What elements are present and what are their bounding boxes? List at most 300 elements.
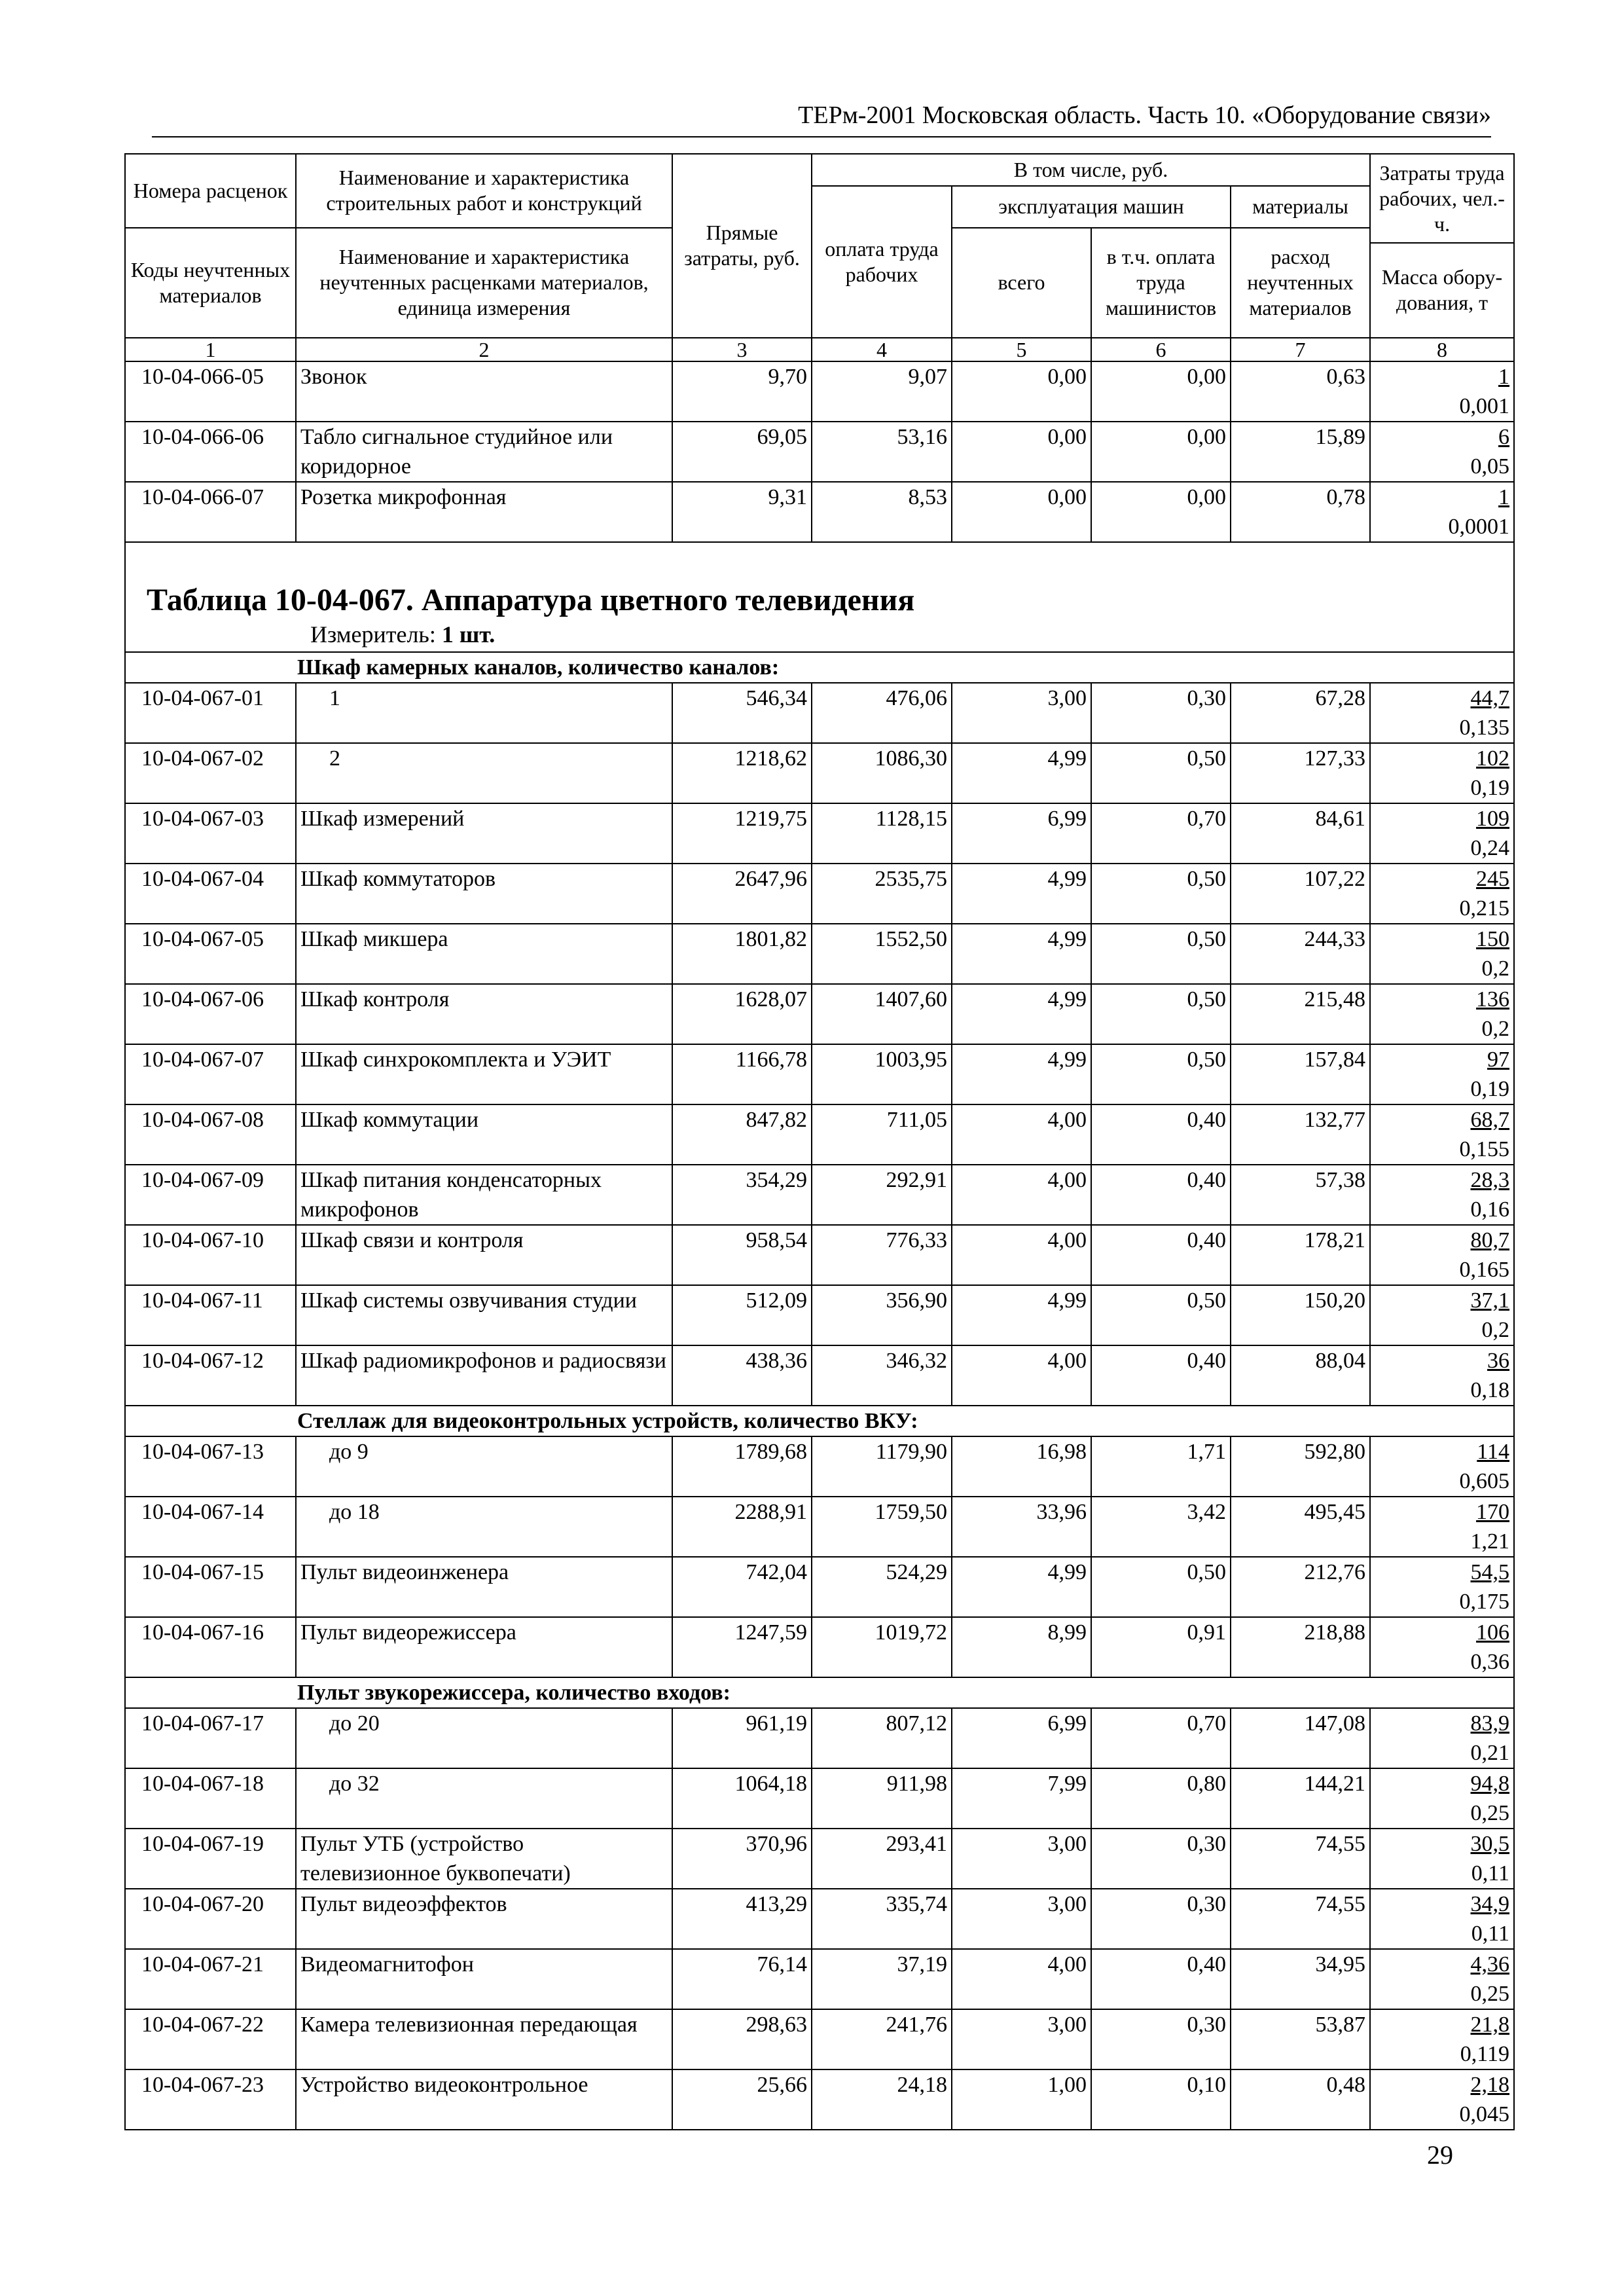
rate-code: 10-04-066-07 — [125, 482, 296, 542]
column-number: 7 — [1231, 338, 1370, 361]
table-row — [125, 864, 1514, 924]
rate-name: Пульт видеоэффектов — [296, 1889, 672, 1949]
labor-and-mass — [1370, 1829, 1514, 1889]
rate-code: 10-04-067-10 — [125, 1225, 296, 1285]
worker-pay: 1128,15 — [812, 803, 952, 864]
table-row — [125, 1949, 1514, 2009]
table-row — [125, 1225, 1514, 1285]
table-row — [125, 422, 1514, 482]
machines-total: 3,00 — [952, 1889, 1091, 1949]
equipment-mass: 0,175 — [1459, 1589, 1510, 1614]
worker-pay: 1179,90 — [812, 1436, 952, 1497]
rate-name: Табло сигнальное студийное или коридорное — [296, 422, 672, 482]
machines-total: 4,00 — [952, 1949, 1091, 2009]
column-number: 4 — [812, 338, 952, 361]
machines-total: 8,99 — [952, 1617, 1091, 1677]
machines-total: 0,00 — [952, 422, 1091, 482]
direct-costs: 354,29 — [672, 1165, 812, 1225]
table-row — [125, 2009, 1514, 2069]
operator-pay: 3,42 — [1091, 1497, 1231, 1557]
operator-pay: 0,10 — [1091, 2069, 1231, 2130]
table-row — [125, 1708, 1514, 1768]
worker-pay: 1552,50 — [812, 924, 952, 984]
rate-name: Шкаф связи и контроля — [296, 1225, 672, 1285]
table-row — [125, 1768, 1514, 1829]
column-number: 6 — [1091, 338, 1231, 361]
rate-code: 10-04-067-04 — [125, 864, 296, 924]
header-materials: материалы — [1231, 186, 1370, 228]
labor-costs: 44,7 — [1470, 685, 1510, 710]
labor-costs: 1 — [1498, 484, 1510, 509]
equipment-mass: 0,155 — [1459, 1137, 1510, 1161]
materials: 147,08 — [1231, 1708, 1370, 1768]
machines-total: 3,00 — [952, 2009, 1091, 2069]
column-number: 5 — [952, 338, 1091, 361]
machines-total: 4,99 — [952, 1044, 1091, 1104]
labor-and-mass — [1370, 1949, 1514, 2009]
table-row — [125, 1165, 1514, 1225]
materials: 67,28 — [1231, 683, 1370, 743]
header-unaccounted-materials: расход неучтенных материалов — [1231, 228, 1370, 338]
header-worker-pay: оплата труда рабочих — [812, 186, 952, 338]
table-row — [125, 1345, 1514, 1406]
labor-and-mass — [1370, 1345, 1514, 1406]
rate-code: 10-04-067-06 — [125, 984, 296, 1044]
machines-total: 4,00 — [952, 1104, 1091, 1165]
operator-pay: 0,50 — [1091, 1044, 1231, 1104]
materials: 495,45 — [1231, 1497, 1370, 1557]
table-row — [125, 803, 1514, 864]
worker-pay: 911,98 — [812, 1768, 952, 1829]
section-heading-row — [125, 652, 1514, 683]
rate-name: Шкаф системы озвучивания студии — [296, 1285, 672, 1345]
rate-code: 10-04-067-19 — [125, 1829, 296, 1889]
equipment-mass: 0,19 — [1470, 775, 1510, 800]
table-row — [125, 1104, 1514, 1165]
direct-costs: 76,14 — [672, 1949, 812, 2009]
machines-total: 4,99 — [952, 1557, 1091, 1617]
equipment-mass: 0,0001 — [1448, 514, 1510, 539]
labor-costs: 30,5 — [1470, 1831, 1510, 1856]
operator-pay: 0,50 — [1091, 984, 1231, 1044]
worker-pay: 1019,72 — [812, 1617, 952, 1677]
materials: 15,89 — [1231, 422, 1370, 482]
operator-pay: 0,80 — [1091, 1768, 1231, 1829]
table-row — [125, 1617, 1514, 1677]
materials: 0,48 — [1231, 2069, 1370, 2130]
rate-name: Шкаф питания конденсаторных микрофонов — [296, 1165, 672, 1225]
operator-pay: 0,40 — [1091, 1104, 1231, 1165]
direct-costs: 2288,91 — [672, 1497, 812, 1557]
rate-code: 10-04-067-09 — [125, 1165, 296, 1225]
labor-costs: 36 — [1487, 1348, 1510, 1373]
header-rate-numbers: Номера расценок — [125, 154, 296, 228]
rate-code: 10-04-067-21 — [125, 1949, 296, 2009]
machines-total: 4,99 — [952, 984, 1091, 1044]
rate-name: до 20 — [296, 1708, 672, 1768]
worker-pay: 1759,50 — [812, 1497, 952, 1557]
machines-total: 33,96 — [952, 1497, 1091, 1557]
table-row — [125, 924, 1514, 984]
section-heading: Шкаф камерных каналов, количество каналов: — [297, 655, 780, 680]
machines-total: 16,98 — [952, 1436, 1091, 1497]
labor-and-mass — [1370, 1889, 1514, 1949]
machines-total: 4,99 — [952, 1285, 1091, 1345]
equipment-mass: 0,2 — [1481, 1016, 1510, 1041]
equipment-mass: 0,11 — [1471, 1861, 1510, 1886]
labor-and-mass — [1370, 984, 1514, 1044]
rate-name: Шкаф коммутации — [296, 1104, 672, 1165]
rate-name: до 9 — [296, 1436, 672, 1497]
labor-and-mass — [1370, 803, 1514, 864]
rate-name: Видеомагнитофон — [296, 1949, 672, 2009]
labor-costs: 34,9 — [1470, 1891, 1510, 1916]
labor-costs: 37,1 — [1470, 1288, 1510, 1313]
direct-costs: 847,82 — [672, 1104, 812, 1165]
labor-costs: 6 — [1498, 424, 1510, 449]
rate-code: 10-04-067-01 — [125, 683, 296, 743]
labor-and-mass — [1370, 743, 1514, 803]
table-row — [125, 2069, 1514, 2130]
worker-pay: 37,19 — [812, 1949, 952, 2009]
equipment-mass: 0,2 — [1481, 1317, 1510, 1342]
labor-and-mass — [1370, 361, 1514, 422]
machines-total: 6,99 — [952, 803, 1091, 864]
rate-code: 10-04-067-17 — [125, 1708, 296, 1768]
labor-costs: 97 — [1487, 1047, 1510, 1072]
worker-pay: 807,12 — [812, 1708, 952, 1768]
table-header — [125, 154, 1514, 361]
operator-pay: 0,50 — [1091, 743, 1231, 803]
rate-code: 10-04-067-22 — [125, 2009, 296, 2069]
direct-costs: 512,09 — [672, 1285, 812, 1345]
rate-code: 10-04-067-08 — [125, 1104, 296, 1165]
labor-costs: 2,18 — [1470, 2072, 1510, 2097]
labor-and-mass — [1370, 1617, 1514, 1677]
rate-code: 10-04-067-16 — [125, 1617, 296, 1677]
operator-pay: 0,30 — [1091, 683, 1231, 743]
rate-code: 10-04-066-05 — [125, 361, 296, 422]
materials: 74,55 — [1231, 1889, 1370, 1949]
rate-name: Шкаф микшера — [296, 924, 672, 984]
worker-pay: 776,33 — [812, 1225, 952, 1285]
labor-and-mass — [1370, 1044, 1514, 1104]
equipment-mass: 0,25 — [1470, 1981, 1510, 2006]
labor-costs: 170 — [1476, 1499, 1510, 1524]
materials: 215,48 — [1231, 984, 1370, 1044]
section-heading-row — [125, 1406, 1514, 1436]
labor-and-mass — [1370, 1165, 1514, 1225]
equipment-mass: 0,045 — [1459, 2102, 1510, 2126]
labor-and-mass — [1370, 422, 1514, 482]
operator-pay: 0,00 — [1091, 361, 1231, 422]
table-row — [125, 1557, 1514, 1617]
machines-total: 4,99 — [952, 743, 1091, 803]
direct-costs: 9,70 — [672, 361, 812, 422]
header-total: всего — [952, 228, 1091, 338]
equipment-mass: 0,605 — [1459, 1468, 1510, 1493]
rate-name: Пульт видеоинженера — [296, 1557, 672, 1617]
direct-costs: 69,05 — [672, 422, 812, 482]
machines-total: 3,00 — [952, 683, 1091, 743]
rate-name: Шкаф контроля — [296, 984, 672, 1044]
table-row — [125, 743, 1514, 803]
rate-name: Шкаф измерений — [296, 803, 672, 864]
equipment-mass: 0,24 — [1470, 835, 1510, 860]
rate-name: Пульт УТБ (устройство телевизионное буквопечати) — [296, 1829, 672, 1889]
materials: 57,38 — [1231, 1165, 1370, 1225]
operator-pay: 0,50 — [1091, 1557, 1231, 1617]
materials: 244,33 — [1231, 924, 1370, 984]
worker-pay: 24,18 — [812, 2069, 952, 2130]
machines-total: 1,00 — [952, 2069, 1091, 2130]
direct-costs: 298,63 — [672, 2009, 812, 2069]
labor-and-mass — [1370, 924, 1514, 984]
rate-name: Шкаф радиомикрофонов и радиосвязи — [296, 1345, 672, 1406]
operator-pay: 0,40 — [1091, 1949, 1231, 2009]
table-row — [125, 361, 1514, 422]
labor-costs: 28,3 — [1470, 1167, 1510, 1192]
equipment-mass: 1,21 — [1470, 1529, 1510, 1554]
operator-pay: 0,30 — [1091, 2009, 1231, 2069]
page-number: 29 — [1427, 2140, 1453, 2170]
labor-and-mass — [1370, 1768, 1514, 1829]
worker-pay: 53,16 — [812, 422, 952, 482]
equipment-mass: 0,135 — [1459, 715, 1510, 740]
equipment-mass: 0,215 — [1459, 896, 1510, 920]
equipment-mass: 0,165 — [1459, 1257, 1510, 1282]
rate-code: 10-04-066-06 — [125, 422, 296, 482]
operator-pay: 0,70 — [1091, 1708, 1231, 1768]
rate-code: 10-04-067-23 — [125, 2069, 296, 2130]
meter-label: Измеритель: — [310, 621, 436, 647]
direct-costs: 1064,18 — [672, 1768, 812, 1829]
materials: 107,22 — [1231, 864, 1370, 924]
operator-pay: 0,50 — [1091, 864, 1231, 924]
column-number: 1 — [125, 338, 296, 361]
direct-costs: 961,19 — [672, 1708, 812, 1768]
worker-pay: 524,29 — [812, 1557, 952, 1617]
labor-and-mass — [1370, 1104, 1514, 1165]
rate-name: Пульт видеорежиссера — [296, 1617, 672, 1677]
operator-pay: 0,00 — [1091, 422, 1231, 482]
direct-costs: 2647,96 — [672, 864, 812, 924]
worker-pay: 2535,75 — [812, 864, 952, 924]
labor-and-mass — [1370, 1708, 1514, 1768]
direct-costs: 1801,82 — [672, 924, 812, 984]
operator-pay: 0,30 — [1091, 1829, 1231, 1889]
operator-pay: 0,50 — [1091, 1285, 1231, 1345]
worker-pay: 1003,95 — [812, 1044, 952, 1104]
labor-costs: 136 — [1476, 987, 1510, 1011]
materials: 0,78 — [1231, 482, 1370, 542]
machines-total: 0,00 — [952, 482, 1091, 542]
direct-costs: 1789,68 — [672, 1436, 812, 1497]
labor-and-mass — [1370, 864, 1514, 924]
table-meter — [130, 620, 1509, 651]
table-row — [125, 482, 1514, 542]
table-row — [125, 1829, 1514, 1889]
machines-total: 4,99 — [952, 924, 1091, 984]
section-heading-row — [125, 1677, 1514, 1708]
labor-costs: 150 — [1476, 926, 1510, 951]
worker-pay: 9,07 — [812, 361, 952, 422]
header-name-unaccounted: Наименование и характеристика неучтенных расценками материалов, единица измерения — [296, 228, 672, 338]
rate-code: 10-04-067-03 — [125, 803, 296, 864]
worker-pay: 346,32 — [812, 1345, 952, 1406]
materials: 132,77 — [1231, 1104, 1370, 1165]
materials: 88,04 — [1231, 1345, 1370, 1406]
rate-code: 10-04-067-18 — [125, 1768, 296, 1829]
operator-pay: 0,40 — [1091, 1225, 1231, 1285]
labor-costs: 109 — [1476, 806, 1510, 831]
running-header: ТЕРм-2001 Московская область. Часть 10. «Оборудование связи» — [152, 97, 1491, 137]
direct-costs: 1218,62 — [672, 743, 812, 803]
direct-costs: 1628,07 — [672, 984, 812, 1044]
rate-name: до 32 — [296, 1768, 672, 1829]
table-row — [125, 1889, 1514, 1949]
table-caption: Таблица 10-04-067. Аппаратура цветного телевидения — [147, 582, 915, 617]
direct-costs: 742,04 — [672, 1557, 812, 1617]
table-row — [125, 683, 1514, 743]
materials: 34,95 — [1231, 1949, 1370, 2009]
equipment-mass: 0,25 — [1470, 1800, 1510, 1825]
operator-pay: 0,70 — [1091, 803, 1231, 864]
rates-table — [124, 153, 1515, 2130]
equipment-mass: 0,19 — [1470, 1076, 1510, 1101]
direct-costs: 413,29 — [672, 1889, 812, 1949]
materials: 127,33 — [1231, 743, 1370, 803]
operator-pay: 0,30 — [1091, 1889, 1231, 1949]
worker-pay: 711,05 — [812, 1104, 952, 1165]
labor-and-mass — [1370, 683, 1514, 743]
rate-code: 10-04-067-20 — [125, 1889, 296, 1949]
rate-name: Звонок — [296, 361, 672, 422]
equipment-mass: 0,05 — [1470, 454, 1510, 479]
labor-costs: 102 — [1476, 746, 1510, 771]
header-unaccounted-codes: Коды неучтенных материалов — [125, 228, 296, 338]
materials: 218,88 — [1231, 1617, 1370, 1677]
direct-costs: 9,31 — [672, 482, 812, 542]
table-row — [125, 1436, 1514, 1497]
operator-pay: 0,40 — [1091, 1165, 1231, 1225]
column-number: 8 — [1370, 338, 1514, 361]
machines-total: 4,00 — [952, 1345, 1091, 1406]
labor-costs: 94,8 — [1470, 1771, 1510, 1796]
rate-code: 10-04-067-13 — [125, 1436, 296, 1497]
header-including: В том числе, руб. — [812, 154, 1370, 186]
operator-pay: 0,00 — [1091, 482, 1231, 542]
equipment-mass: 0,001 — [1459, 393, 1510, 418]
equipment-mass: 0,11 — [1471, 1921, 1510, 1946]
worker-pay: 1407,60 — [812, 984, 952, 1044]
header-operator-pay: в т.ч. оплата труда машинистов — [1091, 228, 1231, 338]
equipment-mass: 0,18 — [1470, 1377, 1510, 1402]
machines-total: 3,00 — [952, 1829, 1091, 1889]
column-number: 2 — [296, 338, 672, 361]
machines-total: 0,00 — [952, 361, 1091, 422]
column-number: 3 — [672, 338, 812, 361]
direct-costs: 1247,59 — [672, 1617, 812, 1677]
worker-pay: 292,91 — [812, 1165, 952, 1225]
operator-pay: 0,91 — [1091, 1617, 1231, 1677]
equipment-mass: 0,21 — [1470, 1740, 1510, 1765]
worker-pay: 241,76 — [812, 2009, 952, 2069]
table-caption-row — [125, 542, 1514, 652]
rate-name: Устройство видеоконтрольное — [296, 2069, 672, 2130]
materials: 178,21 — [1231, 1225, 1370, 1285]
direct-costs: 25,66 — [672, 2069, 812, 2130]
rate-name: 2 — [296, 743, 672, 803]
rate-name: Камера телевизионная передающая — [296, 2009, 672, 2069]
rate-code: 10-04-067-11 — [125, 1285, 296, 1345]
column-numbers-row — [125, 338, 1514, 361]
materials: 150,20 — [1231, 1285, 1370, 1345]
rate-name: Розетка микрофонная — [296, 482, 672, 542]
meter-value: 1 шт. — [441, 621, 496, 647]
labor-costs: 1 — [1498, 364, 1510, 389]
labor-costs: 106 — [1476, 1620, 1510, 1645]
materials: 84,61 — [1231, 803, 1370, 864]
direct-costs: 370,96 — [672, 1829, 812, 1889]
direct-costs: 1219,75 — [672, 803, 812, 864]
table-row — [125, 1285, 1514, 1345]
labor-costs: 68,7 — [1470, 1107, 1510, 1132]
materials: 53,87 — [1231, 2009, 1370, 2069]
labor-and-mass — [1370, 2009, 1514, 2069]
rate-name: до 18 — [296, 1497, 672, 1557]
rate-code: 10-04-067-05 — [125, 924, 296, 984]
worker-pay: 1086,30 — [812, 743, 952, 803]
rate-code: 10-04-067-02 — [125, 743, 296, 803]
equipment-mass: 0,16 — [1470, 1197, 1510, 1222]
operator-pay: 0,40 — [1091, 1345, 1231, 1406]
equipment-mass: 0,119 — [1460, 2041, 1510, 2066]
materials: 144,21 — [1231, 1768, 1370, 1829]
labor-costs: 54,5 — [1470, 1559, 1510, 1584]
labor-and-mass — [1370, 2069, 1514, 2130]
labor-costs: 245 — [1476, 866, 1510, 891]
labor-costs: 21,8 — [1470, 2012, 1510, 2037]
header-equipment-mass: Масса обору-дования, т — [1370, 243, 1514, 337]
labor-costs: 4,36 — [1470, 1952, 1510, 1977]
direct-costs: 438,36 — [672, 1345, 812, 1406]
header-machine-operation: эксплуатация машин — [952, 186, 1231, 228]
labor-and-mass — [1370, 1225, 1514, 1285]
labor-costs: 114 — [1477, 1439, 1510, 1464]
labor-and-mass — [1370, 1557, 1514, 1617]
direct-costs: 546,34 — [672, 683, 812, 743]
labor-and-mass — [1370, 1497, 1514, 1557]
section-heading: Пульт звукорежиссера, количество входов: — [297, 1680, 731, 1705]
machines-total: 4,00 — [952, 1225, 1091, 1285]
materials: 74,55 — [1231, 1829, 1370, 1889]
header-direct-costs: Прямые затраты, руб. — [672, 154, 812, 338]
worker-pay: 335,74 — [812, 1889, 952, 1949]
labor-costs: 83,9 — [1470, 1711, 1510, 1736]
worker-pay: 476,06 — [812, 683, 952, 743]
machines-total: 4,00 — [952, 1165, 1091, 1225]
operator-pay: 1,71 — [1091, 1436, 1231, 1497]
rate-name: Шкаф синхрокомплекта и УЭИТ — [296, 1044, 672, 1104]
machines-total: 4,99 — [952, 864, 1091, 924]
worker-pay: 8,53 — [812, 482, 952, 542]
machines-total: 6,99 — [952, 1708, 1091, 1768]
header-name-rates: Наименование и характеристика строительных работ и конструкций — [296, 154, 672, 228]
table-row — [125, 1497, 1514, 1557]
equipment-mass: 0,36 — [1470, 1649, 1510, 1674]
rate-code: 10-04-067-14 — [125, 1497, 296, 1557]
